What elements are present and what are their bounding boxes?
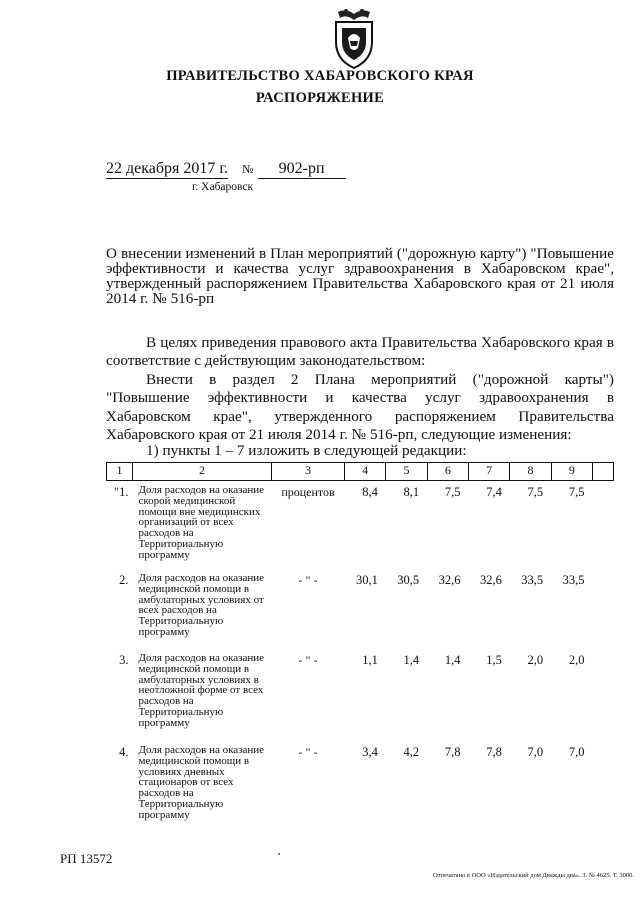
document-number: 902-рп [258,160,346,179]
table-row [107,481,614,570]
row-description: Доля расходов на оказание медицинской помощи в амбулаторных условиях от всех расходов на Территориальную программу [138,572,265,638]
row-value: 7,8 [444,745,461,759]
table-header-cell: 4 [345,463,386,481]
table-header-cell: 3 [272,463,345,481]
row-value: 7,5 [568,485,585,499]
paragraph-3: 1) пункты 1 – 7 изложить в следующей редакции: [146,442,467,459]
row-value: 7,0 [527,745,544,759]
row-unit: процентов [281,485,335,499]
row-value: 1,5 [486,653,502,667]
table-header-cell [593,463,614,481]
row-description: Доля расходов на оказание скорой медицинской помощи вне медицинских организаций от всех расходов на Территориальную программу [138,484,265,561]
number-sign: № [242,162,254,176]
row-value: 3,4 [362,745,378,759]
paragraph-1: В целях приведения правового акта Правительства Хабаровского края в соответствие с действующим законодательством: [106,334,614,370]
row-unit: - " - [298,573,318,587]
row-value: 1,4 [403,653,420,667]
date-number-line [106,160,346,179]
row-value: 7,5 [527,485,544,499]
row-number: 4. [119,745,129,759]
table-row [107,569,614,649]
row-description: Доля расходов на оказание медицинской помощи в условиях дневных стационаров от всех расходов на Территориальную программу [138,744,265,821]
khabarovsk-crest-icon [328,8,380,70]
row-value: 2,0 [568,653,585,667]
document-date: 22 декабря 2017 г. [106,160,229,177]
row-value: 1,1 [362,653,378,667]
table-header-cell: 9 [551,463,592,481]
row-value: 7,0 [568,745,585,759]
row-value: 32,6 [479,573,502,587]
scan-speck [278,853,280,855]
document-title: О внесении изменений в План мероприятий ("дорожную карту") "Повышение эффективности и качества услуг здравоохранения в Хабаровском крае", утвержденный распоряжением Правительства Хабаровского края от 21 июля 2014 г. № 516-рп [106,245,614,307]
row-value: 33,5 [562,573,585,587]
row-value: 4,2 [403,745,420,759]
row-value: 2,0 [527,653,544,667]
row-unit: - " - [298,745,318,759]
table-header-row [107,463,614,481]
table-header-cell: 8 [510,463,551,481]
row-value: 33,5 [521,573,544,587]
row-unit: - " - [298,653,318,667]
indicators-table [106,462,614,829]
row-value: 7,5 [444,485,461,499]
row-value: 30,1 [355,573,378,587]
document-type: РАСПОРЯЖЕНИЕ [255,90,385,106]
row-value: 30,5 [397,573,420,587]
city: г. Хабаровск [192,181,254,193]
paragraph-2: Внести в раздел 2 Плана мероприятий ("дорожной карты") "Повышение эффективности и качества услуг здравоохранения в Хабаровском крае", утвержденного распоряжением Правительства Хабаровского края от 21 июля 2014 г. № 516-рп, следующие изменения: [106,371,614,444]
table-header-cell: 6 [427,463,468,481]
table-header-cell: 2 [133,463,272,481]
row-value: 7,8 [486,745,502,759]
row-number: 3. [119,653,129,667]
row-description: Доля расходов на оказание медицинской помощи в амбулаторных условиях в неотложной форме от всех расходов на Территориальную программу [138,652,265,729]
row-number: "1. [114,485,129,499]
row-value: 8,1 [403,485,420,499]
table-header-cell: 5 [386,463,427,481]
printer-imprint: Отпечатано в ООО «Издательский дом Дважды два». З. № 4625. Т. 3000. [433,872,634,879]
table-row [107,649,614,741]
table-header-cell: 7 [468,463,509,481]
table-header-cell: 1 [107,463,133,481]
footer-code: РП 13572 [60,851,113,866]
row-number: 2. [119,573,129,587]
row-value: 8,4 [362,485,378,499]
table-row [107,741,614,829]
row-value: 1,4 [444,653,461,667]
row-value: 32,6 [438,573,461,587]
row-value: 7,4 [486,485,502,499]
org-title: ПРАВИТЕЛЬСТВО ХАБАРОВСКОГО КРАЯ [166,68,474,84]
